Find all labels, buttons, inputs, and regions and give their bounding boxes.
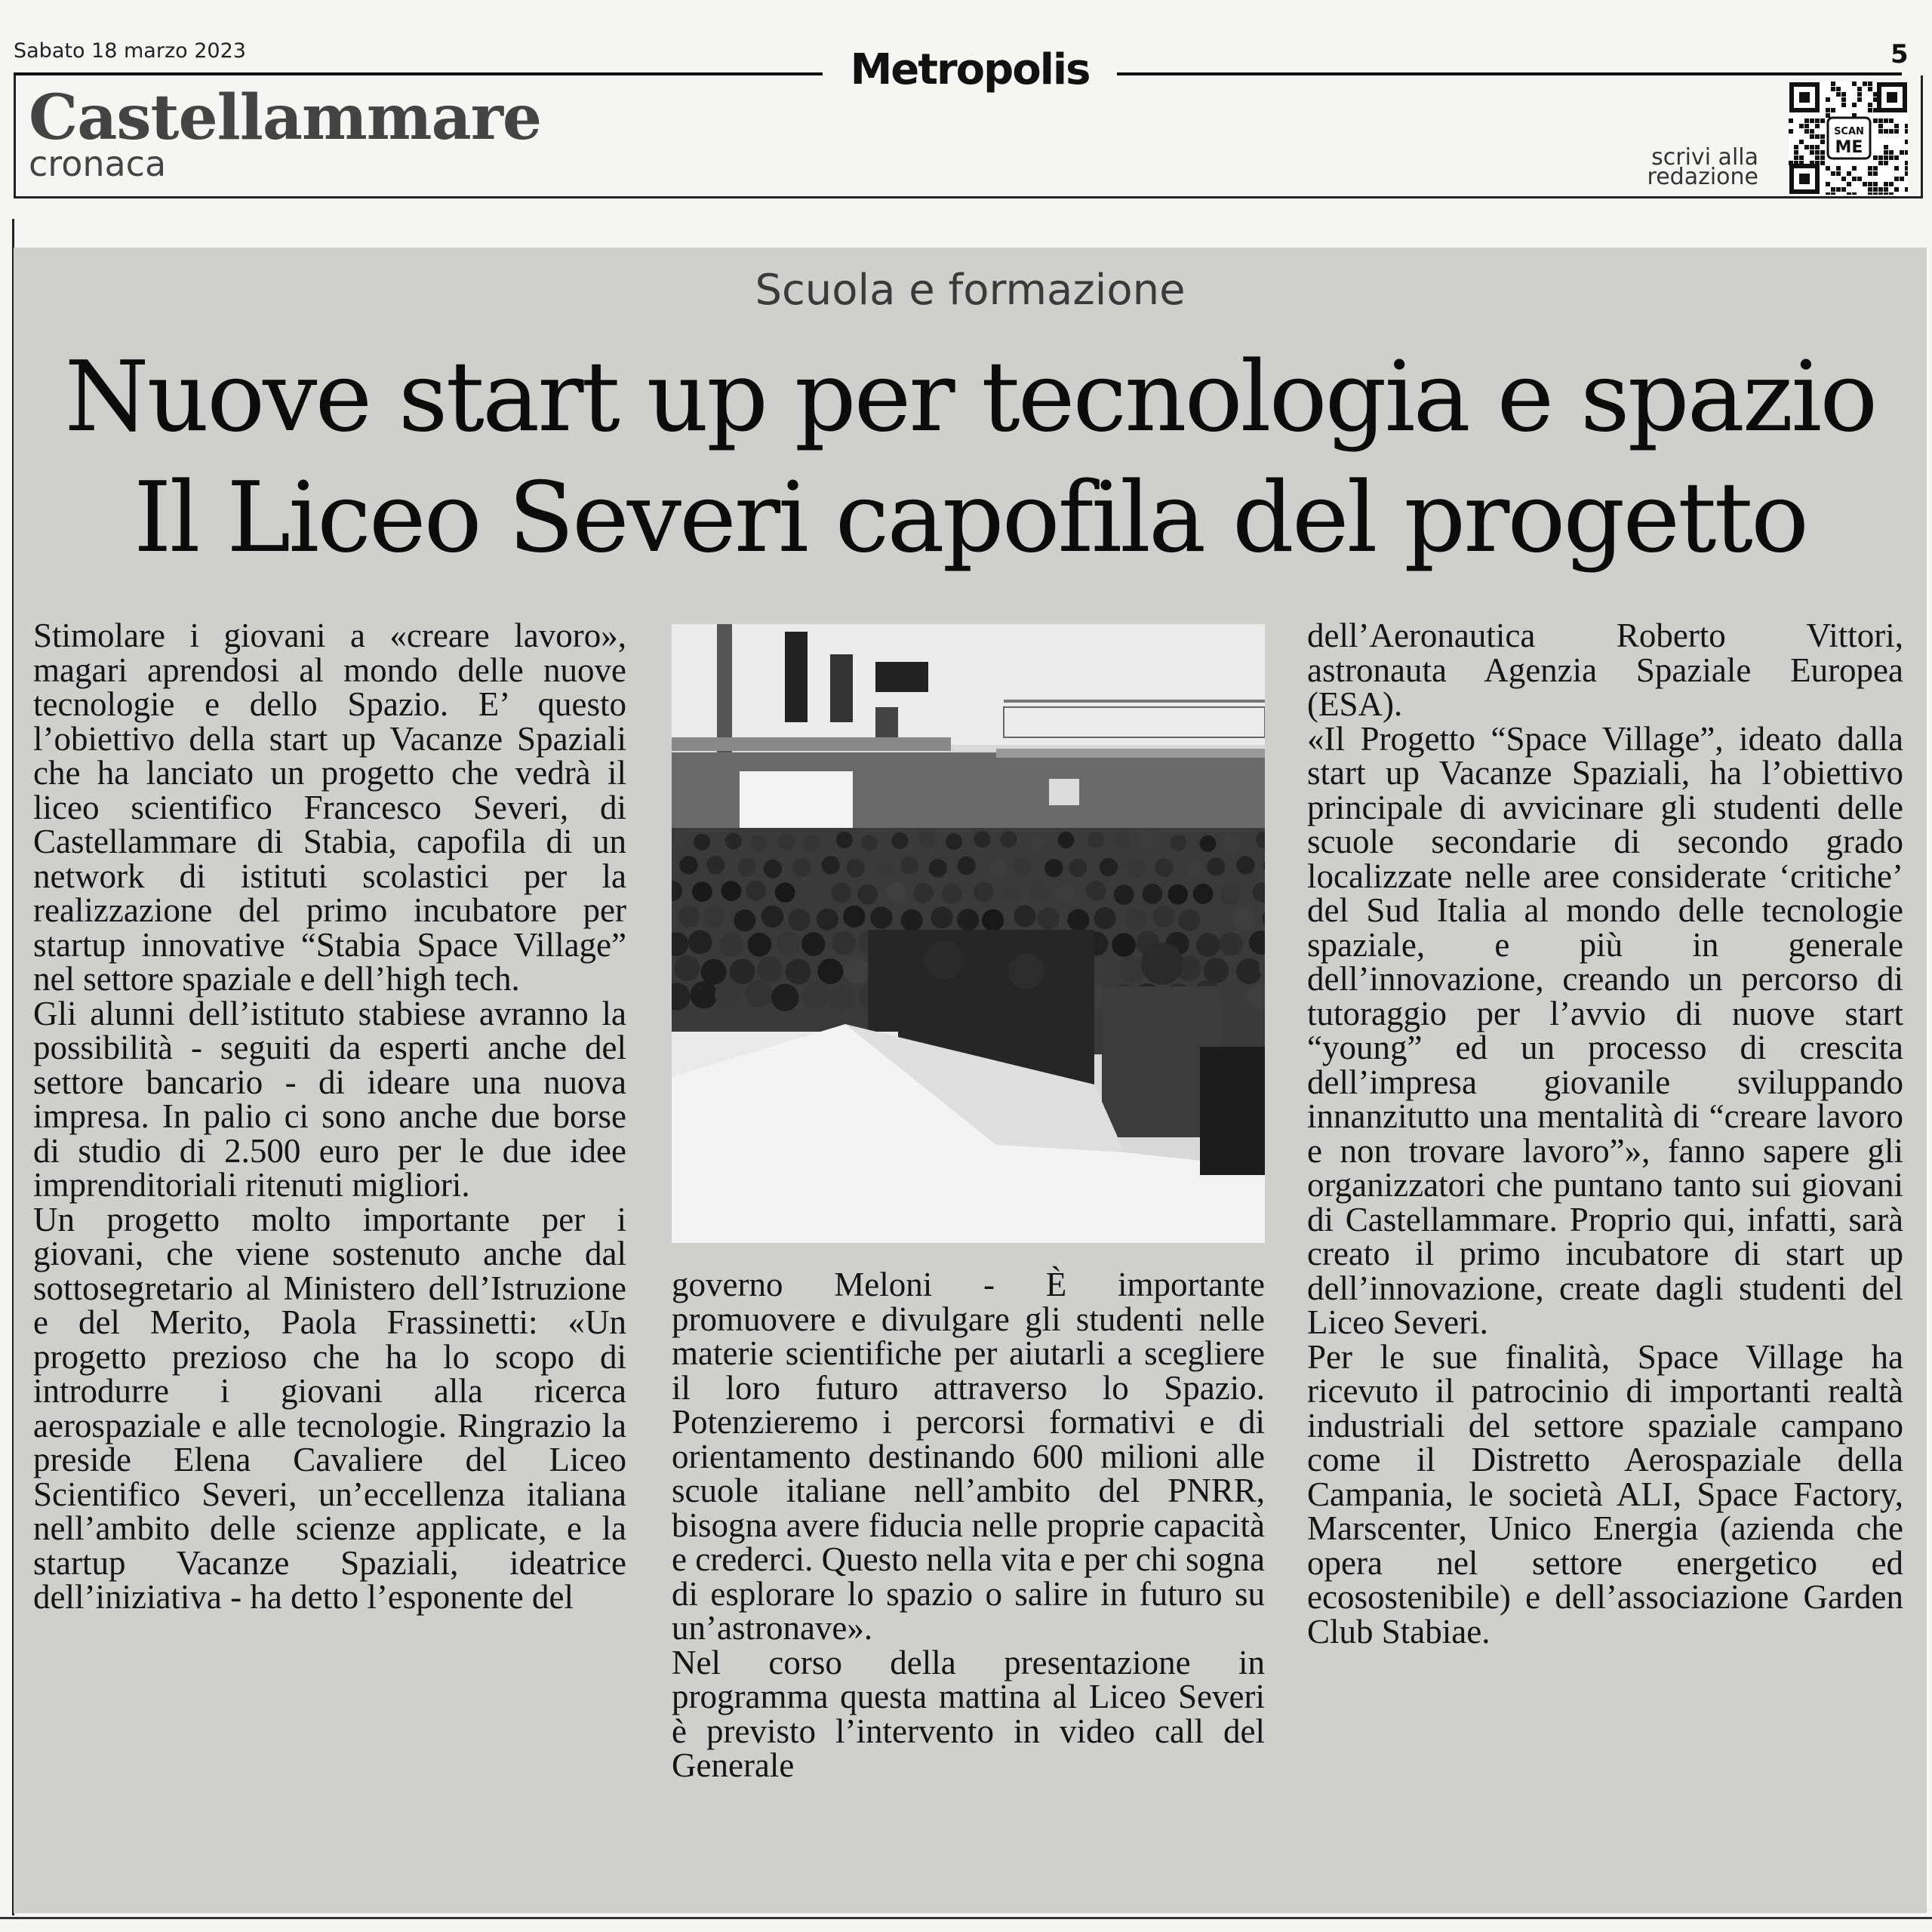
qr-code-icon[interactable]	[1789, 82, 1908, 195]
write-to-editor	[1607, 144, 1758, 190]
headline-line-2: Il Liceo Severi capofila del progetto	[134, 462, 1807, 574]
article-overline: Scuola e formazione	[755, 266, 1186, 315]
col3-paragraph-1: dell’Aeronautica Roberto Vittori, astronauta Agenzia Spaziale Europea (ESA).	[1307, 617, 1903, 723]
col1-paragraph-2: Gli alunni dell’istituto stabiese avranno la possibilità - seguiti da esperti anche del settore bancario - di ideare una nuova impresa. In palio ci sono anche due borse di studio di 2.500 euro per le due idee imprenditoriali ritenuti migliori.	[33, 994, 626, 1204]
article-column-3	[1307, 619, 1903, 1649]
article-column-1	[33, 619, 626, 1615]
qr-label-scan: SCAN	[1834, 126, 1864, 137]
col3-paragraph-3: Per le sue finalità, Space Village ha ricevuto il patrocinio di importanti realtà industriali del settore spaziale campano come il Distretto Aerospaziale della Campania, le società ALI, Space Factory, Marscenter, Unico Energia (azienda che opera nel settore energetico ed ecosostenibile) e dell’associazione Garden Club Stabiae.	[1307, 1337, 1903, 1651]
headline-line-1: Nuove start up per tecnologia e spazio	[64, 341, 1876, 454]
article-photo	[672, 624, 1265, 1243]
page-bottom-rule	[0, 1917, 1932, 1919]
write-line-1: scrivi alla	[1651, 144, 1758, 171]
auditorium-photo-graphic	[672, 624, 1265, 1243]
qr-code-graphic	[1789, 82, 1908, 195]
col1-paragraph-3: Un progetto molto importante per i giovani, che viene sostenuto anche dal sottosegretario al Ministero dell’Istruzione e del Merito, Paola Frassinetti: «Un progetto prezioso che ha lo scopo di introdurre i giovani alla ricerca aerospaziale e alle tecnologie. Ringrazio la preside Elena Cavaliere del Liceo Scientifico Severi, un’eccellenza italiana nell’ambito delle scienze applicate, e la startup Vacanze Spaziali, ideatrice dell’iniziativa - ha detto l’esponente del	[33, 1200, 626, 1616]
col2-paragraph-1: governo Meloni - È importante promuovere e divulgare gli studenti nelle materie scientifiche per aiutarli a scegliere il loro futuro attraverso lo Spazio. Potenzieremo i percorsi formativi e di orientamento destinando 600 milioni alle scuole italiane nell’ambito del PNRR, bisogna avere fiducia nelle proprie capacità e crederci. Questo nella vita e per chi sogna di esplorare lo spazio o salire in futuro su un’astronave».	[672, 1266, 1265, 1647]
issue-date: Sabato 18 marzo 2023	[14, 39, 246, 63]
col1-paragraph-1: Stimolare i giovani a «creare lavoro», magari aprendosi al mondo delle nuove tecnologie e dello Spazio. E’ questo l’obiettivo della start up Vacanze Spaziali che ha lanciato un progetto che vedrà il liceo scientifico Francesco Severi, di Castellammare di Stabia, capofila di un network di istituti scolastici per la realizzazione del primo incubatore per startup innovative “Stabia Space Village” nel settore spaziale e dell’high tech.	[33, 617, 626, 998]
col2-paragraph-2: Nel corso della presentazione in programma questa mattina al Liceo Severi è previsto l’intervento in video call del Generale	[672, 1643, 1265, 1784]
section-name: cronaca	[29, 143, 167, 184]
newspaper-brand: Metropolis	[850, 45, 1090, 94]
page-number: 5	[1890, 39, 1909, 69]
section-city: Castellammare	[29, 82, 542, 154]
col3-paragraph-2: «Il Progetto “Space Village”, ideato dalla start up Vacanze Spaziali, ha l’obiettivo principale di avvicinare gli studenti delle scuole secondarie di secondo grado localizzate nelle aree considerate ‘critiche’ del Sud Italia al mondo delle tecnologie spaziale, e più in generale dell’innovazione, creando un percorso di tutoraggio per l’avvio di nuove start “young” ed un processo di crescita dell’impresa giovanile sviluppando innanzitutto una mentalità di “creare lavoro e non trovare lavoro”», fanno sapere gli organizzatori che puntano tanto sui giovani di Castellammare. Proprio qui, infatti, sarà creato il primo incubatore di start up dell’innovazione, create dagli studenti del Liceo Severi.	[1307, 719, 1903, 1341]
qr-label-me: ME	[1835, 138, 1863, 157]
article-column-2	[672, 1268, 1265, 1783]
write-line-2: redazione	[1647, 164, 1758, 190]
